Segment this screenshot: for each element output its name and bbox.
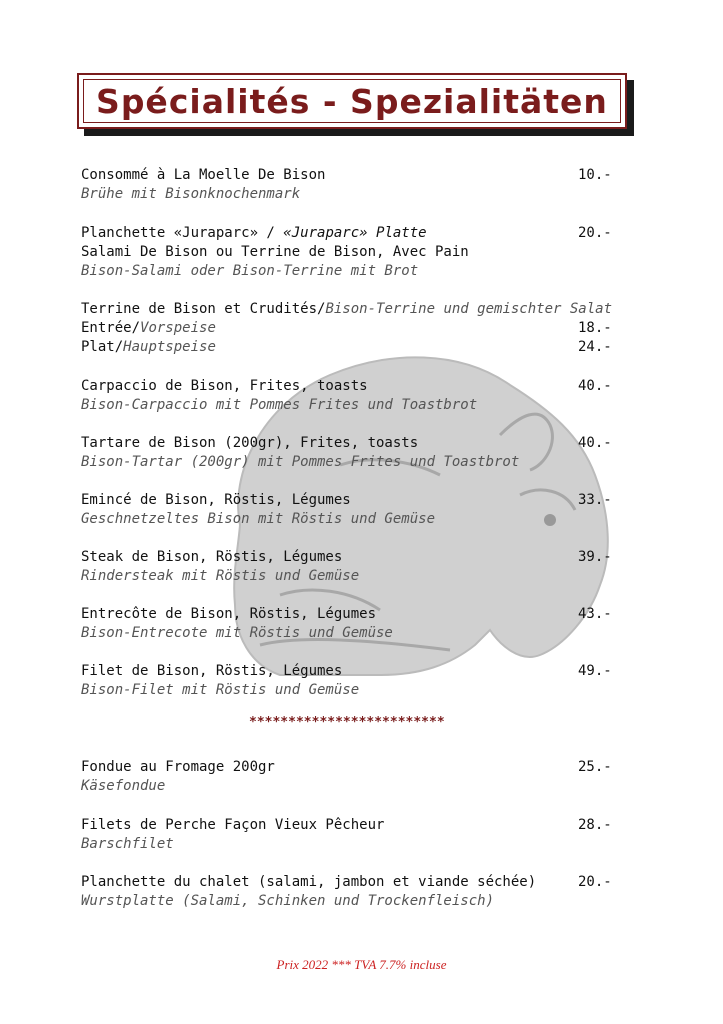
menu-item xyxy=(81,491,641,529)
item-name-fr: Fondue au Fromage 200gr xyxy=(81,759,275,775)
sub-item-de: Vorspeise xyxy=(140,320,216,336)
item-price: 20.- xyxy=(578,225,612,241)
menu-item xyxy=(81,434,641,472)
separator: ************************* xyxy=(249,715,445,730)
item-name-de: Bison-Filet mit Röstis und Gemüse xyxy=(81,682,360,698)
item-name-de: Bison-Tartar (200gr) mit Pommes Frites und Toastbrot xyxy=(81,454,520,470)
item-name-fr: Emincé de Bison, Röstis, Légumes xyxy=(81,492,351,508)
item-price: 20.- xyxy=(578,874,612,890)
item-price: 28.- xyxy=(578,817,612,833)
item-price: 24.- xyxy=(578,339,612,355)
item-price: 18.- xyxy=(578,320,612,336)
item-name-de: Rindersteak mit Röstis und Gemüse xyxy=(81,568,360,584)
title-frame xyxy=(77,73,627,129)
page-title: Spécialités - Spezialitäten xyxy=(96,81,608,121)
item-name-de: Brühe mit Bisonknochenmark xyxy=(81,186,301,202)
item-price: 39.- xyxy=(578,549,612,565)
item-name-de: Käsefondue xyxy=(81,778,166,794)
item-name-fr: Entrecôte de Bison, Röstis, Légumes xyxy=(81,606,377,622)
item-name-fr: Planchette «Juraparc» / xyxy=(81,225,284,241)
item-price: 25.- xyxy=(578,759,612,775)
item-name-fr: Carpaccio de Bison, Frites, toasts xyxy=(81,378,368,394)
item-name-fr: Filets de Perche Façon Vieux Pêcheur xyxy=(81,817,385,833)
sub-item-de: Hauptspeise xyxy=(123,339,216,355)
item-name-de: Barschfilet xyxy=(81,836,174,852)
menu-item xyxy=(81,300,641,357)
item-name-de-inline: Bison-Terrine und gemischter Salat xyxy=(325,301,613,317)
item-name-fr: Consommé à La Moelle De Bison xyxy=(81,167,326,183)
item-name-fr: Terrine de Bison et Crudités/ xyxy=(81,301,326,317)
menu-item xyxy=(81,548,641,586)
menu-item xyxy=(81,605,641,643)
item-name-fr: Steak de Bison, Röstis, Légumes xyxy=(81,549,343,565)
title-banner xyxy=(77,73,627,129)
menu-item xyxy=(81,377,641,415)
item-price: 40.- xyxy=(578,378,612,394)
menu-item xyxy=(81,816,641,854)
item-price: 33.- xyxy=(578,492,612,508)
menu-item xyxy=(81,166,641,204)
sub-item-name: Entrée/ xyxy=(81,320,141,336)
sub-item-name: Plat/ xyxy=(81,339,124,355)
item-name-de: Wurstplatte (Salami, Schinken und Trockenfleisch) xyxy=(81,893,495,909)
title-inner-frame xyxy=(83,79,621,123)
item-name-fr-italic: «Juraparc» Platte xyxy=(283,225,427,241)
item-name-fr: Planchette du chalet (salami, jambon et viande séchée) xyxy=(81,874,537,890)
menu-item xyxy=(81,873,641,911)
item-name-de: Bison-Salami oder Bison-Terrine mit Brot xyxy=(81,263,419,279)
item-name-fr: Tartare de Bison (200gr), Frites, toasts xyxy=(81,435,419,451)
menu-item xyxy=(81,758,641,796)
item-desc-fr: Salami De Bison ou Terrine de Bison, Avec Pain xyxy=(81,244,469,260)
item-name-de: Bison-Carpaccio mit Pommes Frites und Toastbrot xyxy=(81,397,478,413)
item-name-de: Bison-Entrecote mit Röstis und Gemüse xyxy=(81,625,393,641)
item-price: 10.- xyxy=(578,167,612,183)
item-price: 43.- xyxy=(578,606,612,622)
item-price: 40.- xyxy=(578,435,612,451)
item-price: 49.- xyxy=(578,663,612,679)
menu-item xyxy=(81,662,641,700)
item-name-de: Geschnetzeltes Bison mit Röstis und Gemüse xyxy=(81,511,436,527)
item-name-fr: Filet de Bison, Röstis, Légumes xyxy=(81,663,343,679)
menu-item xyxy=(81,224,641,281)
price-footer: Prix 2022 *** TVA 7.7% incluse xyxy=(276,957,447,972)
